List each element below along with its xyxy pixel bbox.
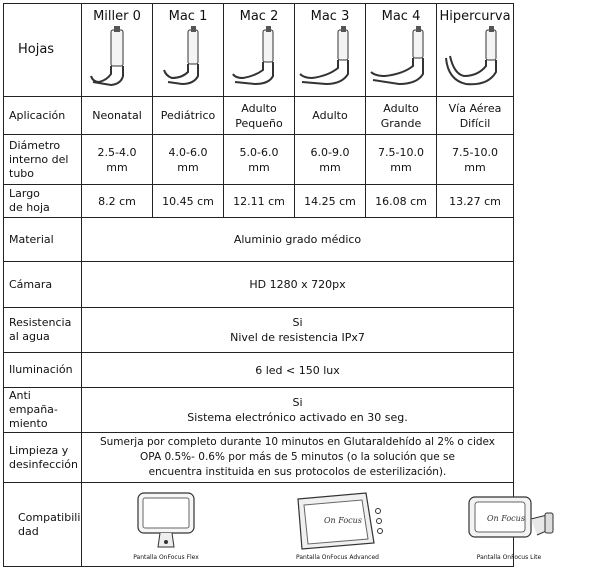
blades-header-row <box>4 4 514 97</box>
blade-name: Hipercurva <box>439 9 511 24</box>
limpieza-label <box>4 433 82 483</box>
cell-text: Pediátrico <box>160 109 216 122</box>
device-lite <box>425 489 593 562</box>
label-line: Resistencia <box>9 316 72 329</box>
blade-miller-0 <box>82 4 153 97</box>
aplicacion-cell <box>224 97 295 135</box>
cell-text: OPA 0.5%- 0.6% por más de 5 minutos (o la solución que se <box>140 451 455 463</box>
mac-blade-icon <box>229 26 289 88</box>
flex-monitor-icon <box>126 489 206 553</box>
label-line: de hoja <box>9 201 50 214</box>
antiempanamiento-label <box>4 388 82 433</box>
cell-text: mm <box>464 160 486 174</box>
blade-mac-2 <box>224 4 295 97</box>
diametro-cell <box>295 135 366 185</box>
device-caption: Pantalla OnFocus Advanced <box>296 554 379 561</box>
advanced-monitor-icon <box>288 489 388 553</box>
limpieza-value <box>82 433 514 483</box>
spec-table-container <box>3 3 542 573</box>
row-limpieza <box>4 433 514 483</box>
cell-text: mm <box>319 160 341 174</box>
cell-text: Si <box>292 316 303 329</box>
aplicacion-cell <box>153 97 224 135</box>
label-line: desinfección <box>9 457 79 471</box>
blade-name: Mac 2 <box>239 9 279 24</box>
material-label: Material <box>4 218 82 262</box>
resistencia-value <box>82 308 514 353</box>
cell-text: Difícil <box>459 116 491 130</box>
cell-text: Pequeño <box>235 116 283 130</box>
row-material <box>4 218 514 262</box>
aplicacion-label: Aplicación <box>4 97 82 135</box>
iluminacion-label: Iluminación <box>4 353 82 388</box>
diametro-cell <box>437 135 514 185</box>
laryngoscope-spec-table <box>3 3 542 567</box>
cell-text: Sistema electrónico activado en 30 seg. <box>187 411 408 424</box>
row-antiempanamiento <box>4 388 514 433</box>
cell-text: 2.5-4.0 <box>97 145 137 159</box>
device-caption: Pantalla OnFocus Lite <box>476 554 542 561</box>
device-flex <box>82 489 250 562</box>
diametro-cell <box>82 135 153 185</box>
miller-blade-icon <box>87 26 147 88</box>
cell-text: mm <box>106 160 128 174</box>
label-line: Compatibili <box>18 510 81 524</box>
mac-blade-icon <box>298 26 362 88</box>
cell-text: Si <box>292 396 303 409</box>
row-camara <box>4 262 514 308</box>
cell-text: 7.5-10.0 <box>378 145 424 159</box>
row-compatibilidad <box>4 483 514 567</box>
screen-text: On Focus <box>323 516 362 525</box>
blade-name: Mac 4 <box>381 9 421 24</box>
compatibilidad-label <box>4 483 82 567</box>
row-resistencia <box>4 308 514 353</box>
label-line: miento <box>9 417 48 430</box>
label-line: Largo <box>9 187 40 200</box>
cell-text: Nivel de resistencia IPx7 <box>230 331 365 344</box>
iluminacion-value: 6 led < 150 lux <box>82 353 514 388</box>
cell-text: 4.0-6.0 <box>168 145 208 159</box>
cell-text: mm <box>390 160 412 174</box>
camara-value: HD 1280 x 720px <box>82 262 514 308</box>
blade-name: Miller 0 <box>93 9 141 24</box>
device-caption: Pantalla OnFocus Flex <box>133 554 199 561</box>
aplicacion-cell <box>437 97 514 135</box>
blade-mac-3 <box>295 4 366 97</box>
hojas-label: Hojas <box>4 4 82 97</box>
antiempanamiento-value <box>82 388 514 433</box>
cell-text: 6.0-9.0 <box>310 145 350 159</box>
largo-cell: 16.08 cm <box>366 185 437 218</box>
mac-blade-icon <box>158 26 218 88</box>
largo-cell: 10.45 cm <box>153 185 224 218</box>
cell-text: Adulto <box>312 109 348 122</box>
largo-cell: 8.2 cm <box>82 185 153 218</box>
cell-text: Vía Aérea <box>448 101 502 115</box>
blade-hipercurva <box>437 4 514 97</box>
label-line: al agua <box>9 330 50 343</box>
cell-text: mm <box>248 160 270 174</box>
mac-blade-icon <box>369 26 433 88</box>
cell-text: Neonatal <box>92 109 142 122</box>
blade-mac-1 <box>153 4 224 97</box>
largo-label <box>4 185 82 218</box>
cell-text: Adulto <box>383 101 419 115</box>
hyperangulated-blade-icon <box>442 26 508 88</box>
blade-name: Mac 3 <box>310 9 350 24</box>
blade-name: Mac 1 <box>168 9 208 24</box>
cell-text: encuentra instituida en sus protocolos de esterilización). <box>148 466 447 478</box>
diametro-cell <box>366 135 437 185</box>
camara-label: Cámara <box>4 262 82 308</box>
largo-cell: 14.25 cm <box>295 185 366 218</box>
largo-cell: 12.11 cm <box>224 185 295 218</box>
row-largo <box>4 185 514 218</box>
cell-text: 5.0-6.0 <box>239 145 279 159</box>
screen-text: On Focus <box>487 514 525 523</box>
resistencia-label <box>4 308 82 353</box>
lite-monitor-icon <box>459 489 559 553</box>
label-line: dad <box>18 524 39 538</box>
blade-mac-4 <box>366 4 437 97</box>
diametro-cell <box>153 135 224 185</box>
compatibilidad-devices <box>82 483 542 567</box>
label-line: Diámetro <box>9 138 61 152</box>
device-advanced <box>254 489 422 562</box>
aplicacion-cell <box>82 97 153 135</box>
aplicacion-cell <box>366 97 437 135</box>
cell-text: Sumerja por completo durante 10 minutos en Glutaraldehído al 2% o cidex <box>99 436 496 448</box>
row-aplicacion <box>4 97 514 135</box>
row-iluminacion <box>4 353 514 388</box>
largo-cell: 13.27 cm <box>437 185 514 218</box>
row-diametro <box>4 135 514 185</box>
cell-text: 7.5-10.0 <box>452 145 498 159</box>
cell-text: Adulto <box>241 101 277 115</box>
diametro-cell <box>224 135 295 185</box>
cell-text: mm <box>177 160 199 174</box>
label-line: Limpieza y <box>9 443 69 457</box>
aplicacion-cell <box>295 97 366 135</box>
cell-text: Grande <box>380 116 422 130</box>
diametro-label <box>4 135 82 185</box>
label-line: tubo <box>9 166 34 180</box>
material-value: Aluminio grado médico <box>82 218 514 262</box>
label-line: Anti empaña- <box>9 389 58 416</box>
label-line: interno del <box>9 152 69 166</box>
